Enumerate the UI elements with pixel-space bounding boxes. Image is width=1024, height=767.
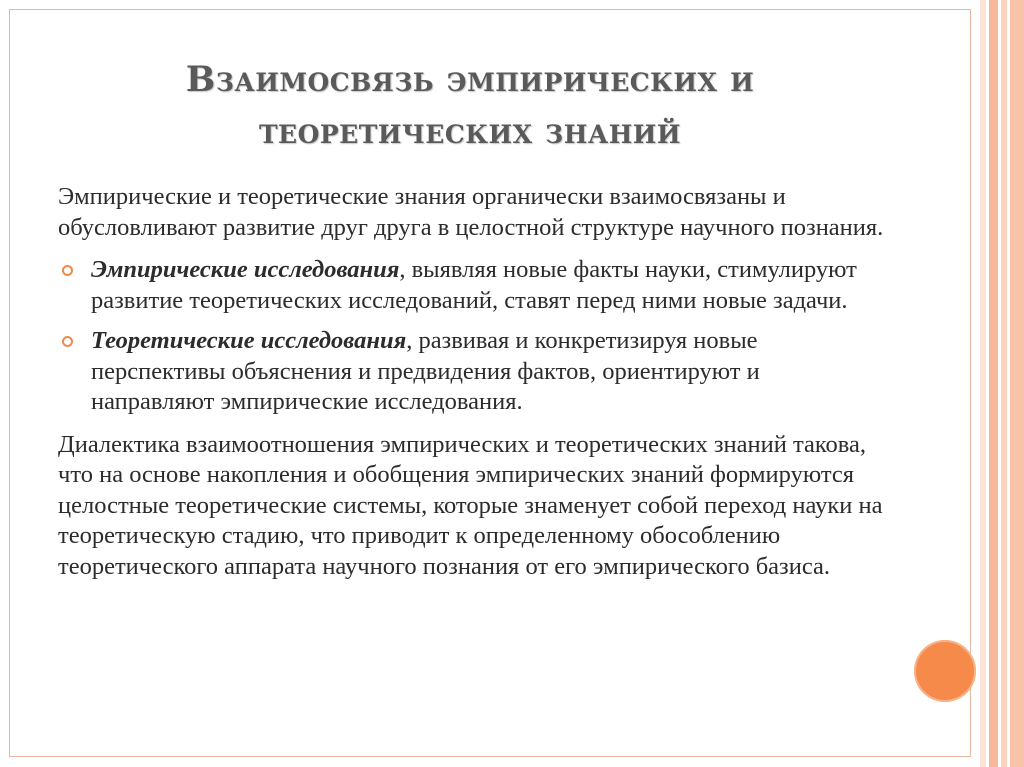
- title-line-2: теоретических знаний: [258, 111, 682, 152]
- bullet-emphasis: Эмпирические исследования: [91, 256, 400, 283]
- stripe: [1010, 0, 1024, 767]
- bullet-text: , выявляя новые факты науки, стимулируют развитие теоретических исследований, ставят перед ними новые задачи.: [91, 256, 857, 314]
- stripe: [989, 0, 998, 767]
- bullet-text: , развивая и конкретизируя новые перспективы объяснения и предвидения фактов, ориентируют и направляют эмпирические исследования.: [91, 327, 760, 415]
- dialectics-paragraph: Диалектика взаимоотношения эмпирических и теоретических знаний такова, что на основе накопления и обобщения эмпирических знаний формируются целостные теоретические системы, которые знаменует собой переход науки на теоретическую стадию, что приводит к определенному обособлению теоретического аппарата научного познания от его эмпирического базиса.: [58, 430, 883, 580]
- intro-paragraph: Эмпирические и теоретические знания органически взаимосвязаны и обусловливают развитие друг друга в целостной структуре научного познания.: [58, 183, 884, 241]
- ring-bullet-icon: [62, 265, 73, 276]
- bullet-item-theoretical: [58, 326, 888, 418]
- slide-body: [58, 182, 888, 582]
- orange-circle-icon: [914, 640, 976, 702]
- title-line-1: Взаимосвязь эмпирических и: [185, 59, 755, 100]
- decorative-stripes: [980, 0, 1024, 767]
- bullet-item-empirical: [58, 255, 888, 316]
- bullet-emphasis: Теоретические исследования: [91, 327, 407, 354]
- slide-title: [60, 54, 880, 158]
- ring-bullet-icon: [62, 336, 73, 347]
